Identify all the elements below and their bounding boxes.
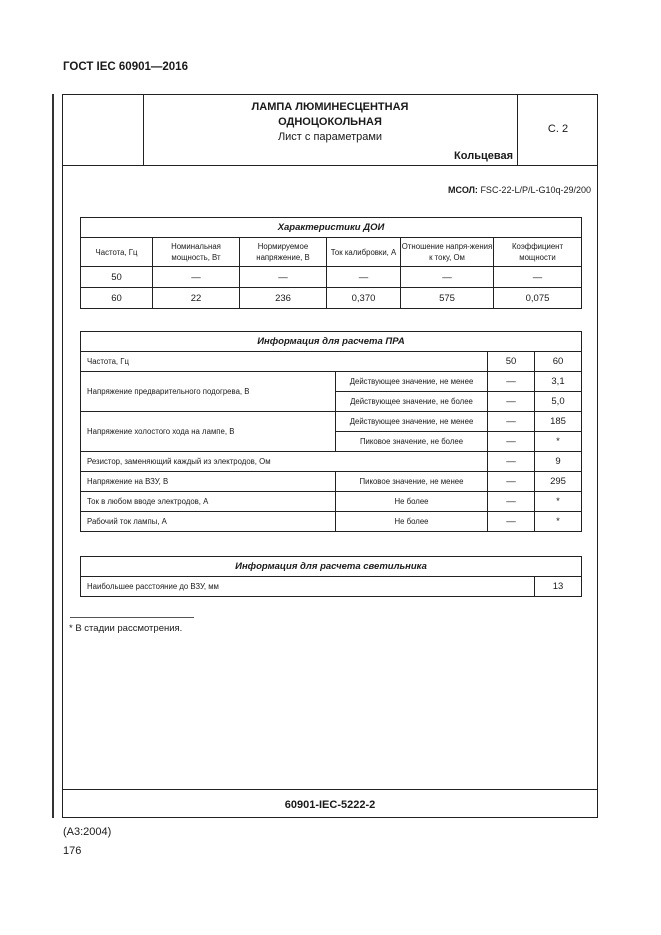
pra-row-label: Напряжение на ВЗУ, В [81,472,336,492]
doi-cell: 0,075 [494,288,582,309]
pra-cell: * [535,432,582,452]
table-row [81,267,582,288]
sheet-subtitle: Лист с параметрами [277,131,383,143]
luminaire-caption: Информация для расчета светильника [81,557,582,577]
footnote: * В стадии рассмотрения. [69,623,183,634]
doi-header-cell: Коэффициент мощности [494,238,582,267]
sheet-code: 60901-IEC-5222-2 [284,799,376,811]
title-block [63,95,597,166]
pra-cell: — [488,452,535,472]
table-row [81,577,582,597]
doi-cell: — [401,267,494,288]
change-bar [52,94,54,818]
pra-cell: * [535,512,582,532]
pra-cell: — [488,372,535,392]
pra-sub-label: Пиковое значение, не менее [336,472,488,492]
pra-cell: 185 [535,412,582,432]
table-row [81,452,582,472]
luminaire-table [80,556,582,597]
pra-cell: 9 [535,452,582,472]
pra-freq-label: Частота, Гц [81,352,488,372]
pra-sub-label: Действующее значение, не менее [336,412,488,432]
sheet-title-line1: ЛАМПА ЛЮМИНЕСЦЕНТНАЯ [251,101,409,113]
pra-sub-label: Не более [336,492,488,512]
doi-cell: 0,370 [327,288,401,309]
pra-cell: 3,1 [535,372,582,392]
table-row [81,372,582,392]
table-row [81,492,582,512]
luminaire-cell: 13 [535,577,582,597]
doi-cell: — [494,267,582,288]
doi-table [80,217,582,309]
pra-cell: 60 [535,352,582,372]
doi-cell: 22 [153,288,240,309]
table-row [81,512,582,532]
pra-row-label: Резистор, заменяющий каждый из электродов, Ом [81,452,488,472]
doi-header-cell: Номинальная мощность, Вт [153,238,240,267]
pra-cell: * [535,492,582,512]
pra-cell: 5,0 [535,392,582,412]
footnote-divider [70,617,194,618]
title-right-cell [517,95,598,165]
sheet-frame [62,94,598,818]
table-row [81,288,582,309]
doi-header-cell: Отношение напря-жения к току, Ом [401,238,494,267]
pra-cell: — [488,392,535,412]
table-row [81,352,582,372]
amendment-note: (А3:2004) [63,826,112,838]
doi-header-cell: Ток калибровки, А [327,238,401,267]
doi-cell: 60 [81,288,153,309]
pra-cell: — [488,432,535,452]
document-standard-header: ГОСТ IEC 60901—2016 [63,61,188,73]
pra-sub-label: Действующее значение, не менее [336,372,488,392]
title-left-cell [63,95,144,165]
table-row [81,412,582,432]
pra-table [80,331,582,532]
pra-cell: — [488,512,535,532]
sheet-title [143,100,517,130]
mcol-designation [448,185,591,195]
doi-cell: — [327,267,401,288]
pra-row-label: Напряжение холостого хода на лампе, В [81,412,336,452]
doi-header-cell: Частота, Гц [81,238,153,267]
pra-cell: 50 [488,352,535,372]
lamp-shape: Кольцевая [454,150,513,162]
sheet-page: С. 2 [547,123,569,135]
doi-cell: 575 [401,288,494,309]
luminaire-row-label: Наибольшее расстояние до ВЗУ, мм [81,577,535,597]
doi-caption: Характеристики ДОИ [81,218,582,238]
pra-cell: — [488,412,535,432]
pra-cell: — [488,492,535,512]
pra-cell: 295 [535,472,582,492]
doi-cell: 236 [240,288,327,309]
mcol-code: FSC-22-L/P/L-G10q-29/200 [480,185,591,195]
pra-row-label: Рабочий ток лампы, А [81,512,336,532]
sheet-title-line2: ОДНОЦОКОЛЬНАЯ [278,116,382,128]
doi-cell: — [153,267,240,288]
pra-sub-label: Не более [336,512,488,532]
pra-cell: — [488,472,535,492]
sheet-code-block [63,789,597,818]
pra-sub-label: Пиковое значение, не более [336,432,488,452]
pra-row-label: Ток в любом вводе электродов, А [81,492,336,512]
doi-header-cell: Нормируемое напряжение, В [240,238,327,267]
pra-sub-label: Действующее значение, не более [336,392,488,412]
table-row [81,472,582,492]
mcol-label: МСОЛ: [448,185,478,195]
doi-cell: 50 [81,267,153,288]
pra-row-label: Напряжение предварительного подогрева, В [81,372,336,412]
pra-caption: Информация для расчета ПРА [81,332,582,352]
page-number: 176 [63,845,82,857]
doi-cell: — [240,267,327,288]
